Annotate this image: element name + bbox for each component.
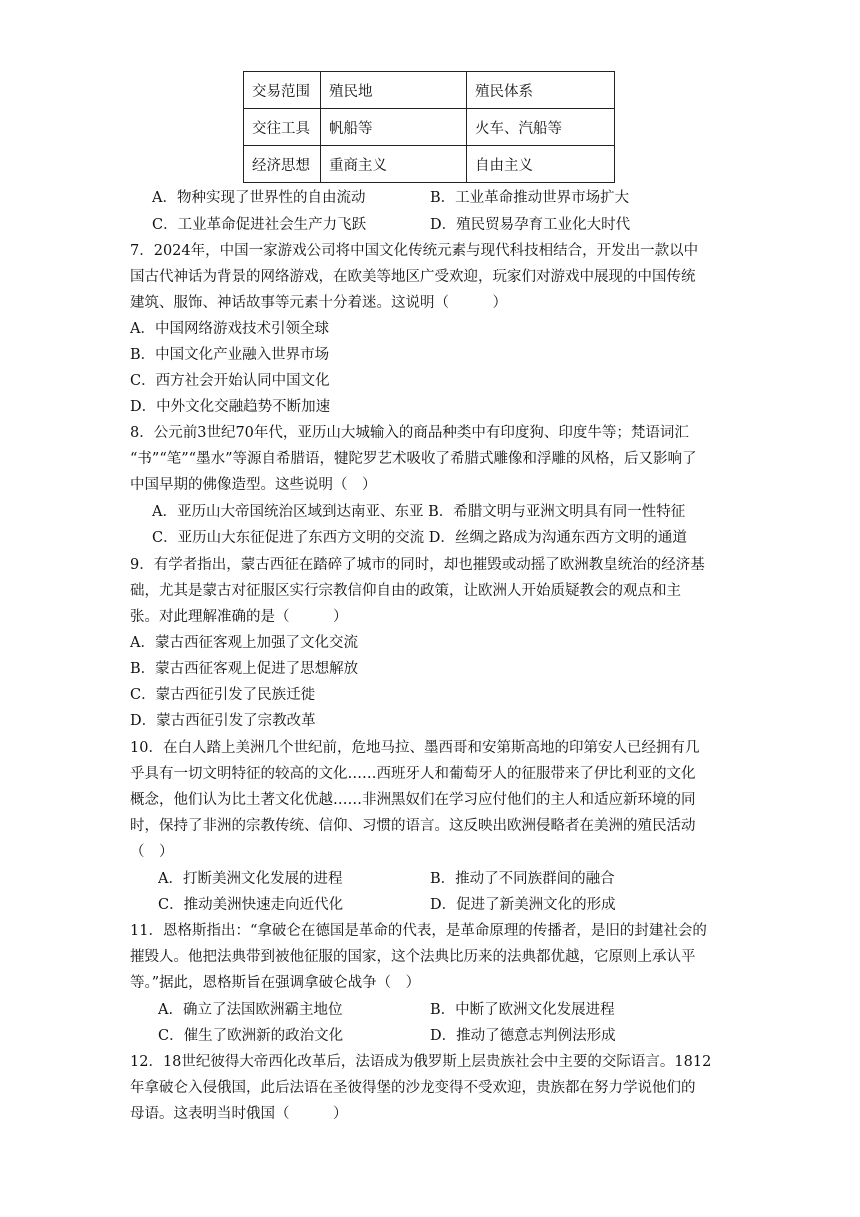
q8-options-ab[interactable]: A．亚历山大帝国统治区域到达南亚、东亚 B．希腊文明与亚洲文明具有同一性特征 [152,504,686,520]
q8-stem: “书”“笔”“墨水”等源自希腊语，犍陀罗艺术吸收了希腊式雕像和浮雕的风格，后又影响了 [130,451,697,467]
table-row [244,109,615,146]
q11-option-c[interactable]: C．催生了欧洲新的政治文化 [158,1028,344,1044]
table-cell: 交易范围 [244,72,321,109]
table-cell: 殖民地 [321,72,467,109]
q9-stem: 9．有学者指出，蒙古西征在踏碎了城市的同时，却也摧毁或动摇了欧洲教皇统治的经济基 [130,557,705,573]
q11-option-b[interactable]: B．中断了欧洲文化发展进程 [430,1002,615,1018]
comparison-table [243,71,615,183]
q11-stem: 11．恩格斯指出：“拿破仑在德国是革命的代表，是革命原理的传播者，是旧的封建社会的 [130,923,707,939]
q7-stem: 国古代神话为背景的网络游戏，在欧美等地区广受欢迎，玩家们对游戏中展现的中国传统 [130,269,696,285]
q6-option-b[interactable]: B．工业革命推动世界市场扩大 [430,190,630,206]
q10-stem: 10．在白人踏上美洲几个世纪前，危地马拉、墨西哥和安第斯高地的印第安人已经拥有几 [130,740,700,756]
q7-option-d[interactable]: D．中外文化交融趋势不断加速 [130,399,331,415]
table-cell: 殖民体系 [467,72,615,109]
q12-stem: 母语。这表明当时俄国（ ） [130,1106,348,1122]
q7-stem: 7．2024年，中国一家游戏公司将中国文化传统元素与现代科技相结合，开发出一款以中 [130,243,699,259]
table-cell: 经济思想 [244,146,321,183]
q11-stem: 等。”据此，恩格斯旨在强调拿破仑战争（ ） [130,975,421,991]
q9-option-b[interactable]: B．蒙古西征客观上促进了思想解放 [130,661,359,677]
q7-option-c[interactable]: C．西方社会开始认同中国文化 [130,373,330,389]
q9-option-d[interactable]: D．蒙古西征引发了宗教改革 [130,713,316,729]
table-cell: 重商主义 [321,146,467,183]
q10-option-c[interactable]: C．推动美洲快速走向近代化 [158,897,344,913]
q10-stem: 时，保持了非洲的宗教传统、信仰、习惯的语言。这反映出欧洲侵略者在美洲的殖民活动 [130,818,696,834]
q12-stem: 12．18世纪彼得大帝西化改革后，法语成为俄罗斯上层贵族社会中主要的交际语言。1812 [130,1054,712,1070]
q9-stem: 张。对此理解准确的是（ ） [130,609,348,625]
q6-option-a[interactable]: A．物种实现了世界性的自由流动 [152,190,366,206]
q9-stem: 础，尤其是蒙古对征服区实行宗教信仰自由的政策，让欧洲人开始质疑教会的观点和主 [130,583,681,599]
q6-option-d[interactable]: D．殖民贸易孕育工业化大时代 [430,217,631,233]
q10-stem: 概念，他们认为比土著文化优越……非洲黑奴们在学习应付他们的主人和适应新环境的同 [130,792,696,808]
q8-stem: 中国早期的佛像造型。这些说明（ ） [130,477,377,493]
table-cell: 交往工具 [244,109,321,146]
table-row [244,146,615,183]
q11-option-a[interactable]: A．确立了法国欧洲霸主地位 [158,1002,343,1018]
q9-option-c[interactable]: C．蒙古西征引发了民族迁徙 [130,687,316,703]
q6-option-c[interactable]: C．工业革命促进社会生产力飞跃 [152,217,367,233]
q9-option-a[interactable]: A．蒙古西征客观上加强了文化交流 [130,635,358,651]
q11-option-d[interactable]: D．推动了德意志判例法形成 [430,1028,616,1044]
table-row [244,72,615,109]
q7-stem: 建筑、服饰、神话故事等元素十分着迷。这说明（ ） [130,295,507,311]
q7-option-a[interactable]: A．中国网络游戏技术引领全球 [130,321,329,337]
table-cell: 火车、汽船等 [467,109,615,146]
table-cell: 帆船等 [321,109,467,146]
q12-stem: 年拿破仑入侵俄国，此后法语在圣彼得堡的沙龙变得不受欢迎，贵族都在努力学说他们的 [130,1080,696,1096]
table-cell: 自由主义 [467,146,615,183]
q10-option-d[interactable]: D．促进了新美洲文化的形成 [430,897,616,913]
q10-stem: 乎具有一切文明特征的较高的文化……西班牙人和葡萄牙人的征服带来了伊比利亚的文化 [130,766,696,782]
q7-option-b[interactable]: B．中国文化产业融入世界市场 [130,347,330,363]
q10-option-b[interactable]: B．推动了不同族群间的融合 [430,871,615,887]
q10-stem: （ ） [130,844,174,860]
q10-option-a[interactable]: A．打断美洲文化发展的进程 [158,871,343,887]
q8-options-cd[interactable]: C．亚历山大东征促进了东西方文明的交流 D．丝绸之路成为沟通东西方文明的通道 [152,530,687,546]
q11-stem: 摧毁人。他把法典带到被他征服的国家，这个法典比历来的法典都优越，它原则上承认平 [130,949,696,965]
q8-stem: 8．公元前3世纪70年代，亚历山大城输入的商品种类中有印度狗、印度牛等；梵语词汇 [130,425,689,441]
